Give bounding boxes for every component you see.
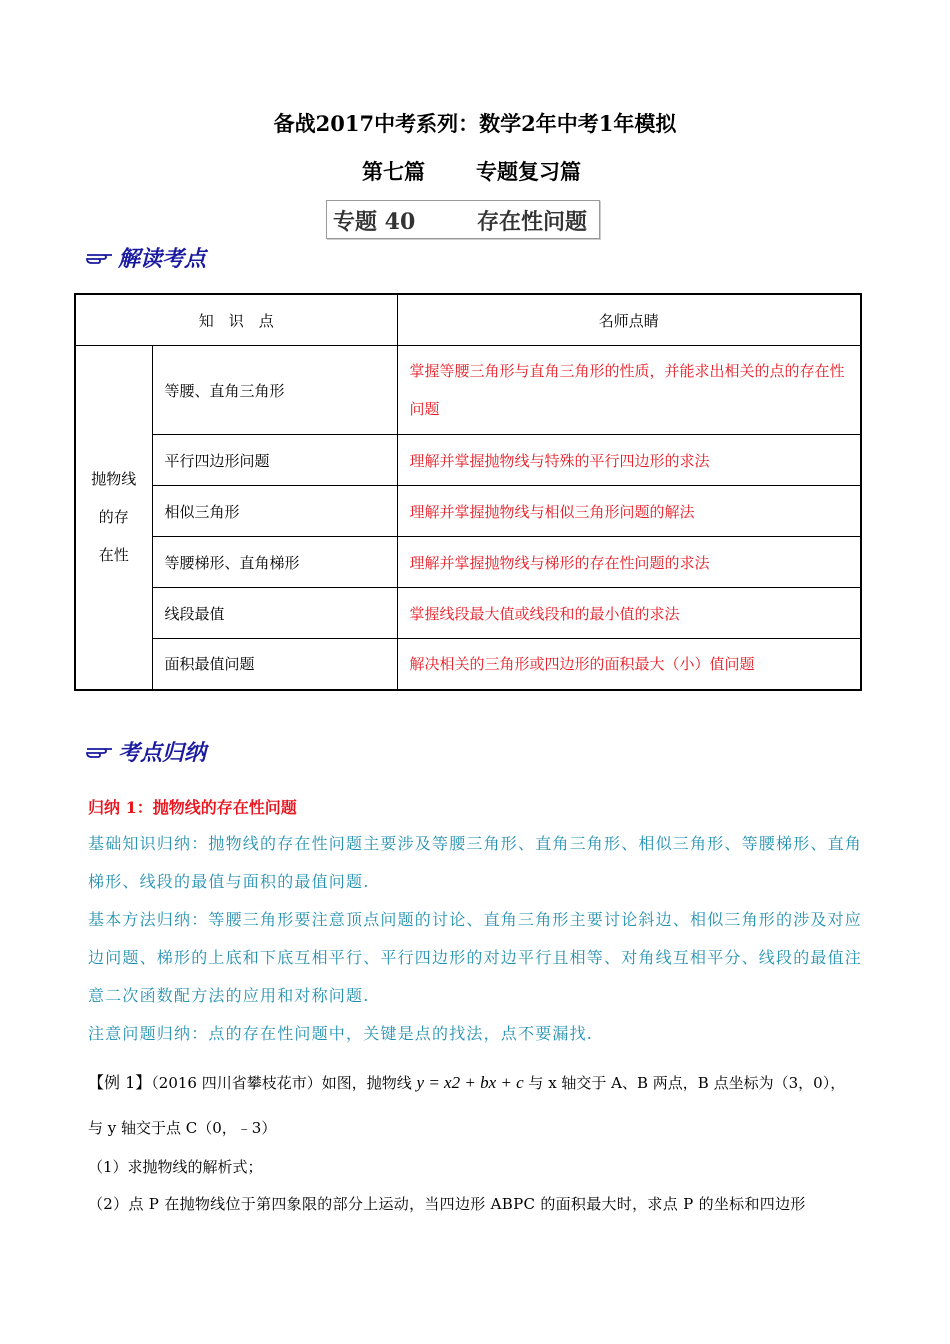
point-cell: 相似三角形 xyxy=(152,486,397,537)
example-source: （2016 四川省攀枝花市） xyxy=(151,1074,322,1092)
table-row xyxy=(75,435,861,486)
part-label: 第七篇 xyxy=(362,159,425,184)
pointing-hand-icon xyxy=(86,250,114,266)
section-heading-interpret xyxy=(86,242,206,273)
pointing-hand-icon xyxy=(86,744,114,760)
basic-knowledge-paragraph: 基础知识归纳：抛物线的存在性问题主要涉及等腰三角形、直角三角形、相似三角形、等腰梯形、直角梯形、线段的最值与面积的最值问题. xyxy=(88,834,863,891)
point-cell: 等腰、直角三角形 xyxy=(152,346,397,435)
tip-cell: 理解并掌握抛物线与梯形的存在性问题的求法 xyxy=(397,537,861,588)
example-label: 【例 1】 xyxy=(88,1073,152,1092)
point-cell: 平行四边形问题 xyxy=(152,435,397,486)
table-row xyxy=(75,537,861,588)
table-row xyxy=(75,486,861,537)
point-cell: 等腰梯形、直角梯形 xyxy=(152,537,397,588)
tip-cell: 掌握线段最大值或线段和的最小值的求法 xyxy=(397,588,861,639)
basic-method-paragraph: 基本方法归纳：等腰三角形要注意顶点问题的讨论、直角三角形主要讨论斜边、相似三角形的涉及对应边问题、梯形的上底和下底互相平行、平行四边形的对边平行且相等、对角线互相平分、线段的最值注意二次函数配方法的应用和对称问题. xyxy=(88,910,863,1005)
question-2: （2）点 P 在抛物线位于第四象限的部分上运动，当四边形 ABPC 的面积最大时，求点 P 的坐标和四边形 xyxy=(88,1195,806,1213)
header-teacher-tips: 名师点睛 xyxy=(397,294,861,346)
topic-number: 专题 40 xyxy=(333,209,416,235)
point-cell: 面积最值问题 xyxy=(152,639,397,690)
topic-box xyxy=(326,200,600,239)
section-title: 考点归纳 xyxy=(118,740,207,766)
group-line: 的存 xyxy=(98,508,129,527)
section-title: 解读考点 xyxy=(118,246,207,272)
example-line-2: 与 y 轴交于点 C（0，﹣3） xyxy=(88,1119,277,1137)
table-row xyxy=(75,588,861,639)
header-knowledge-point: 知 识 点 xyxy=(75,294,397,346)
knowledge-table xyxy=(74,293,862,691)
part-name: 专题复习篇 xyxy=(476,159,581,184)
tip-cell: 解决相关的三角形或四边形的面积最大（小）值问题 xyxy=(397,639,861,690)
document-title: 备战2017中考系列：数学2年中考1年模拟 xyxy=(273,111,677,136)
question-1: （1）求抛物线的解析式； xyxy=(88,1158,263,1176)
table-header-row xyxy=(75,294,861,346)
tip-cell: 掌握等腰三角形与直角三角形的性质，并能求出相关的点的存在性问题 xyxy=(397,346,861,435)
group-cell xyxy=(75,346,152,690)
attention-paragraph: 注意问题归纳：点的存在性问题中，关键是点的找法，点不要漏找. xyxy=(88,1024,594,1043)
tip-cell: 理解并掌握抛物线与相似三角形问题的解法 xyxy=(397,486,861,537)
example-text: 如图，抛物线 xyxy=(321,1074,412,1092)
induction-heading: 归纳 1：抛物线的存在性问题 xyxy=(88,798,297,817)
group-line: 在性 xyxy=(98,546,129,565)
section-heading-summary xyxy=(86,736,206,767)
topic-name: 存在性问题 xyxy=(477,209,588,235)
tip-cell: 理解并掌握抛物线与特殊的平行四边形的求法 xyxy=(397,435,861,486)
table-row xyxy=(75,346,861,435)
example-line-1 xyxy=(88,1070,878,1093)
group-line: 抛物线 xyxy=(91,470,137,489)
example-text: 与 x 轴交于 A、B 两点，B 点坐标为（3，0）， xyxy=(528,1074,846,1092)
table-row xyxy=(75,639,861,690)
example-formula: y = x2 + bx + c xyxy=(416,1073,524,1092)
point-cell: 线段最值 xyxy=(152,588,397,639)
